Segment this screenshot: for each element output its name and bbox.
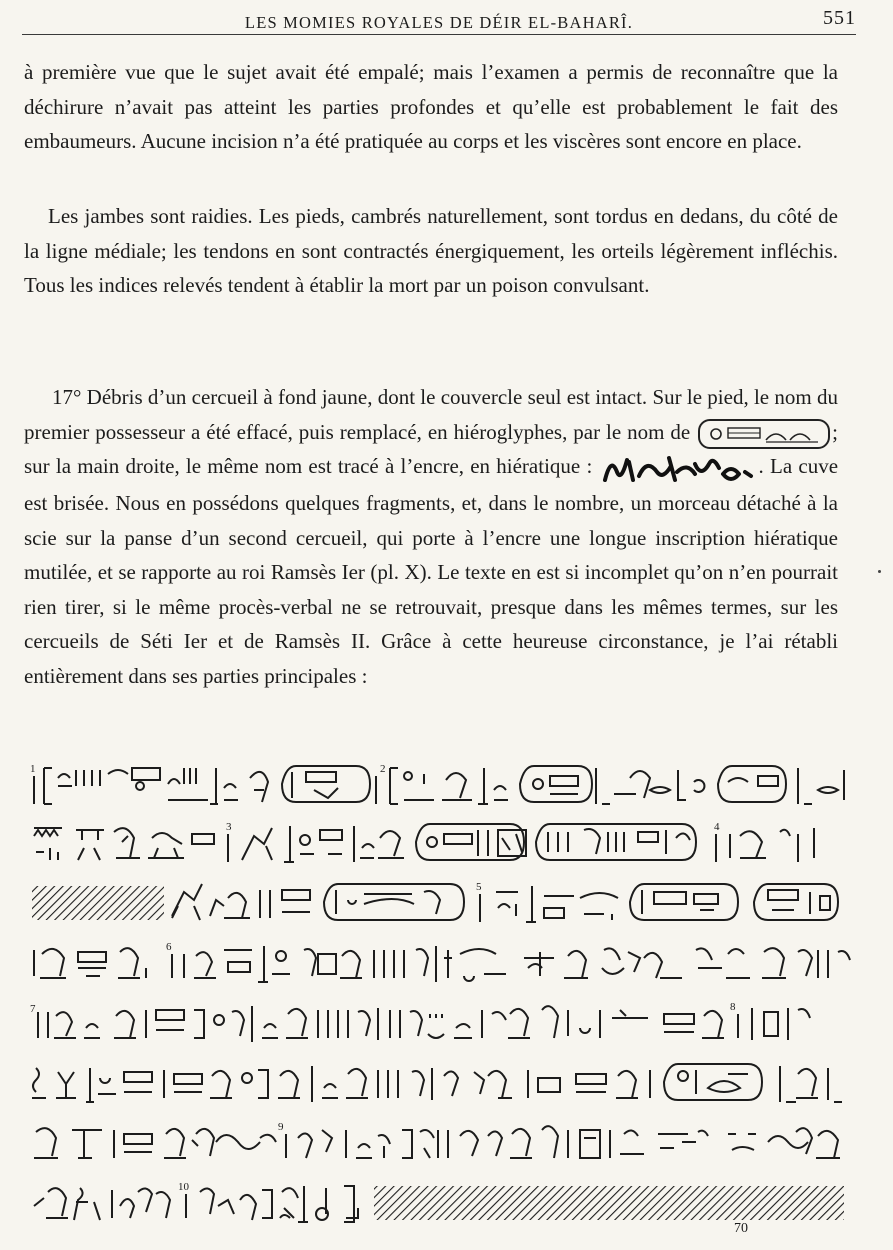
paragraph-2: Les jambes sont raidies. Les pieds, cambrés naturellement, sont tordus en dedans, du côté de la ligne médiale; les tendons en sont contractés énergiquement, les orteils légèrement infléchis. Tous les indices relevés tendent à établir la mort par un poison convulsant. (24, 204, 838, 297)
line-number: 8 (730, 1001, 736, 1013)
lacuna-hatching (32, 886, 164, 920)
hieratic-name-glyph (599, 450, 759, 486)
hieroglyph-line-8 (28, 1178, 852, 1226)
line-number: 2 (380, 763, 386, 775)
paragraph-3-part-b: ; sur la main droite, le même nom est tracé à l’encre, en hiératique : (24, 419, 839, 478)
line-number: 5 (476, 881, 482, 893)
line-number: 7 (30, 1003, 36, 1015)
lacuna-hatching (374, 1186, 844, 1220)
hieroglyph-line-4 (28, 938, 852, 986)
hieroglyph-line-6 (28, 1058, 852, 1106)
hieroglyph-line-3 (28, 878, 852, 926)
margin-dot (878, 570, 881, 573)
hieroglyph-line-1 (28, 760, 852, 808)
hieroglyph-line-5 (28, 998, 852, 1046)
line-number: 6 (166, 941, 172, 953)
running-title: LES MOMIES ROYALES DE DÉIR EL-BAHARÎ. (244, 13, 634, 32)
hieroglyph-line-7 (28, 1118, 852, 1166)
paragraph-3-part-a: 17° Débris d’un cercueil à fond jaune, dont le couvercle seul est intact. Sur le pied, le nom du premier possesseur a été effacé, puis remplacé, en hiéroglyphes, par le nom de (24, 385, 838, 444)
line-number: 4 (714, 821, 720, 833)
hieroglyphic-inscription (28, 760, 852, 1220)
hieroglyph-line-2 (28, 818, 852, 866)
line-number: 1 (30, 763, 36, 775)
signature-mark: 70 (734, 1221, 748, 1236)
cartouche-ramses-i-inline (698, 419, 830, 449)
paragraph-3-part-c: . La cuve est brisée. Nous en possédons quelques fragments, et, dans le nombre, un morceau détaché à la scie sur la panse d’un second cercueil, qui porte à l’encre une longue inscription hiératique mutilée, et se rapporte au roi Ramsès Ier (pl. X). Le texte en est si incomplet qu’on n’en pourrait rien tirer, si le même procès-verbal ne se retrouvait, presque dans les mêmes termes, sur les cercueils de Séti Ier et de Ramsès II. Grâce à cette heureuse circonstance, je l’ai rétabli entièrement dans ses parties principales : (24, 454, 839, 688)
running-head (22, 6, 856, 35)
line-number: 9 (278, 1121, 284, 1133)
paragraph-3 (24, 380, 838, 693)
line-number: 3 (226, 821, 232, 833)
line-number: 10 (178, 1181, 189, 1193)
page-number: 551 (823, 7, 856, 29)
paragraph-1: à première vue que le sujet avait été empalé; mais l’examen a permis de reconnaître que la déchirure n’avait pas atteint les parties profondes et qu’elle est probablement le fait des embaumeurs. Aucune incision n’a été pratiquée au corps et les viscères sont encore en place. (24, 60, 838, 153)
